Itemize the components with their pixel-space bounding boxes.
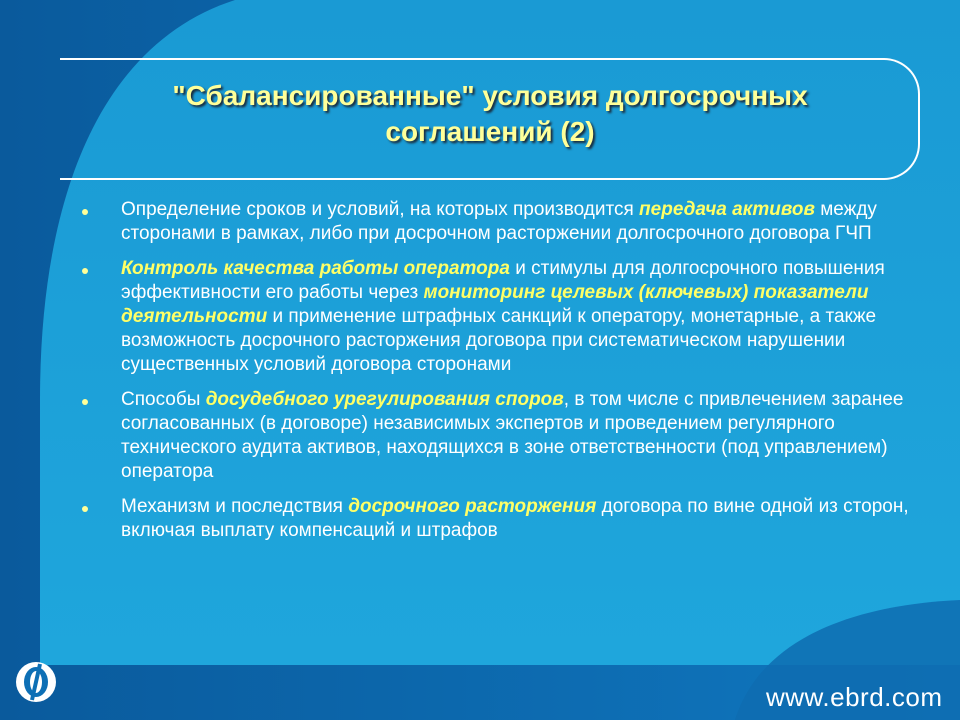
bullet-text: договора по вине одной из сторон, включая выплату компенсаций и штрафов [121,496,909,541]
bullet-item [76,495,926,543]
highlighted-text: Контроль качества работы оператора [121,258,510,279]
slide-title: "Сбалансированные" условия долгосрочных соглашений (2) [172,80,808,147]
ebrd-logo-icon [14,660,58,704]
highlighted-text: досрочного расторжения [348,496,597,517]
bullet-text: между сторонами в рамках, либо при досрочном расторжении долгосрочного договора ГЧП [121,199,877,244]
bullet-item [76,388,926,484]
bullet-dot-icon [82,209,88,215]
bullet-dot-icon [82,399,88,405]
highlighted-text: мониторинг целевых (ключевых) показатели деятельности [121,282,869,327]
bullet-item [76,257,926,377]
highlighted-text: досудебного урегулирования споров [205,389,564,410]
bullet-text: Определение сроков и условий, на которых производится [121,199,640,220]
bullet-text: и стимулы для долгосрочного повышения эффективности его работы через [121,258,885,303]
bullet-item [76,198,926,246]
bullet-dot-icon [82,506,88,512]
bullet-text: Способы [121,389,206,410]
bullet-text: , в том числе с привлечением заранее согласованных (в договоре) независимых экспертов и проведением регулярного технического аудита активов, находящихся в зоне ответственности (под управлением) оператора [121,389,904,482]
footer-url[interactable]: www.ebrd.com [766,682,943,712]
bullet-text: и применение штрафных санкций к оператору, монетарные, а также возможность досрочного расторжения договора при систематическом нарушении существенных условий договора сторонами [121,306,877,375]
highlighted-text: передача активов [639,199,815,220]
bullet-list [76,198,926,554]
bullet-text: Механизм и последствия [121,496,349,517]
bullet-dot-icon [82,268,88,274]
